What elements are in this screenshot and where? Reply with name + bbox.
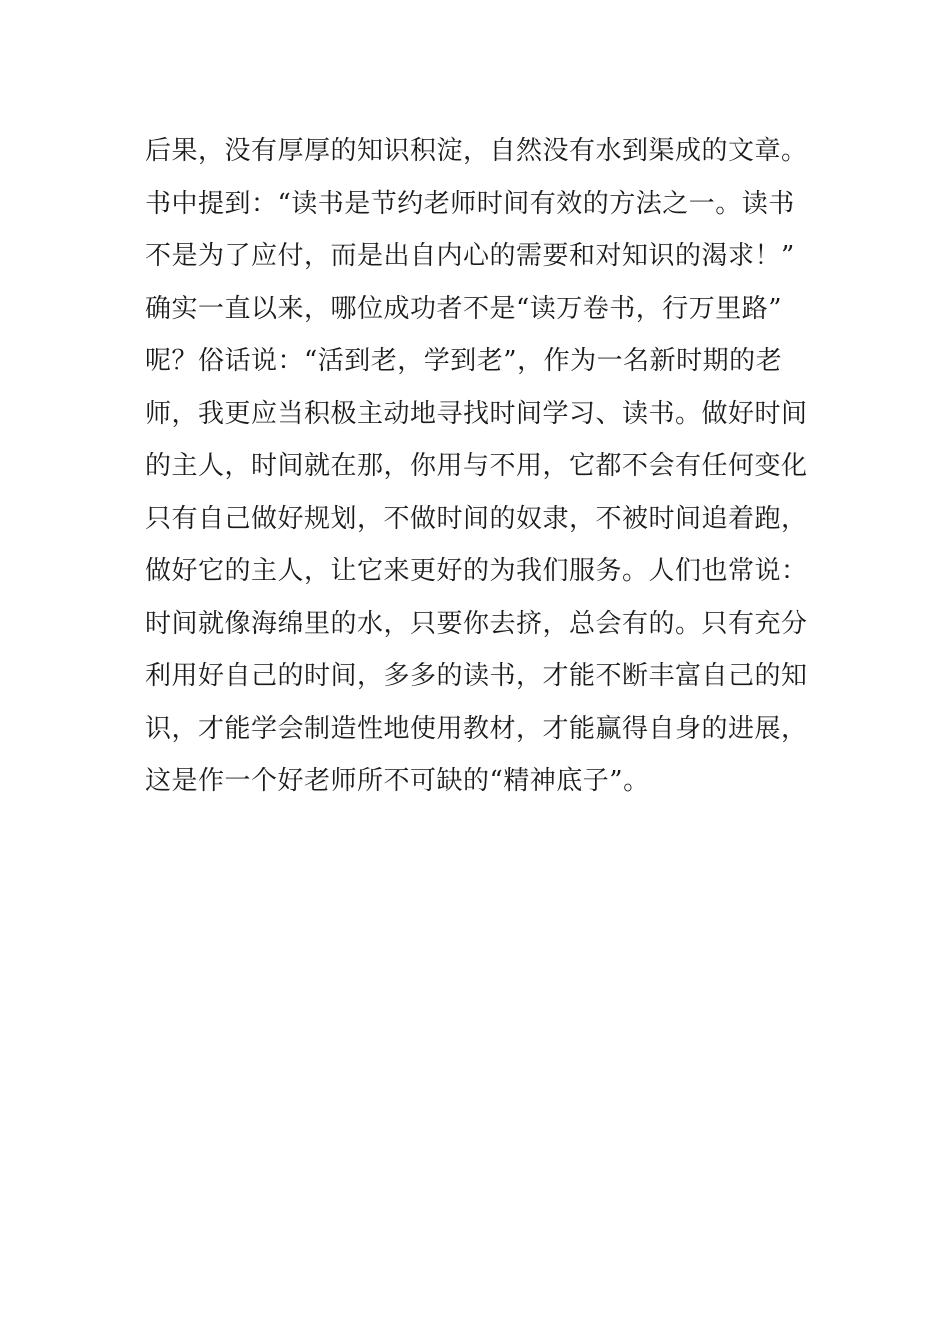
text-line: 后果，没有厚厚的知识积淀，自然没有水到渠成的文章。 <box>145 136 808 166</box>
text-line: 师，我更应当积极主动地寻找时间学习、读书。做好时间 <box>145 398 808 429</box>
text-line: 这是作一个好老师所不可缺的“精神底子”。 <box>145 766 650 796</box>
text-line: 确实一直以来，哪位成功者不是“读万卷书，行万里路” <box>145 293 783 324</box>
text-line: 只有自己做好规划，不做时间的奴隶，不被时间追着跑， <box>145 503 808 534</box>
text-line: 书中提到：“读书是节约老师时间有效的方法之一。读书 <box>145 188 795 219</box>
text-line: 的主人，时间就在那，你用与不用，它都不会有任何变化 <box>145 451 808 481</box>
text-line: 识，才能学会制造性地使用教材，才能赢得自身的进展， <box>145 713 808 744</box>
text-line: 利用好自己的时间，多多的读书，才能不断丰富自己的知 <box>145 661 808 691</box>
text-line: 做好它的主人，让它来更好的为我们服务。人们也常说： <box>145 556 808 586</box>
text-line: 呢？俗话说：“活到老，学到老”，作为一名新时期的老 <box>145 346 783 376</box>
text-line: 时间就像海绵里的水，只要你去挤，总会有的。只有充分 <box>145 608 808 639</box>
body-paragraph <box>145 125 825 808</box>
text-line: 不是为了应付，而是出自内心的需要和对知识的渴求！” <box>145 241 795 271</box>
